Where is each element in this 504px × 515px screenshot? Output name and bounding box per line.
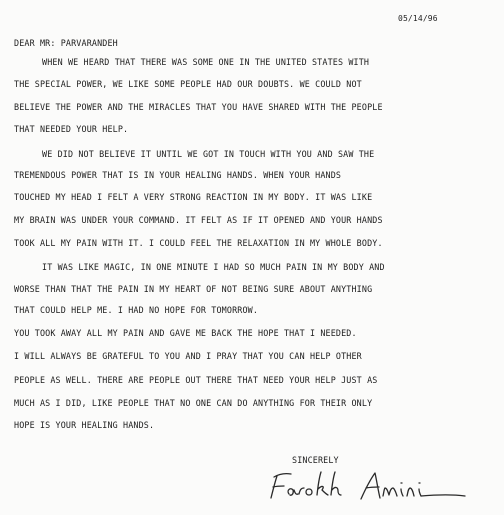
- body-line: THAT NEEDED YOUR HELP.: [14, 124, 129, 134]
- body-line: BELIEVE THE POWER AND THE MIRACLES THAT YOU HAVE SHARED WITH THE PEOPLE: [14, 102, 383, 112]
- body-line: WE DID NOT BELIEVE IT UNTIL WE GOT IN TOUCH WITH YOU AND SAW THE: [42, 149, 375, 159]
- body-line: IT WAS LIKE MAGIC, IN ONE MINUTE I HAD SO MUCH PAIN IN MY BODY AND: [42, 262, 385, 272]
- body-line: WHEN WE HEARD THAT THERE WAS SOME ONE IN THE UNITED STATES WITH: [42, 57, 370, 67]
- handwritten-signature: [265, 468, 500, 508]
- body-line: I WILL ALWAYS BE GRATEFUL TO YOU AND I PRAY THAT YOU CAN HELP OTHER: [14, 351, 362, 361]
- body-line: TOOK ALL MY PAIN WITH IT. I COULD FEEL THE RELAXATION IN MY WHOLE BODY.: [14, 238, 383, 248]
- body-line: TOUCHED MY HEAD I FELT A VERY STRONG REACTION IN MY BODY. IT WAS LIKE: [14, 192, 373, 202]
- letter-date: 05/14/96: [398, 14, 438, 23]
- salutation: DEAR MR: PARVARANDEH: [14, 38, 118, 48]
- body-line: THE SPECIAL POWER, WE LIKE SOME PEOPLE HAD OUR DOUBTS. WE COULD NOT: [14, 79, 362, 89]
- body-line: WORSE THAN THAT THE PAIN IN MY HEART OF NOT BEING SURE ABOUT ANYTHING: [14, 284, 373, 294]
- body-line: MUCH AS I DID, LIKE PEOPLE THAT NO ONE CAN DO ANYTHING FOR THEIR ONLY: [14, 398, 373, 408]
- body-line: TREMENDOUS POWER THAT IS IN YOUR HEALING HANDS. WHEN YOUR HANDS: [14, 170, 342, 180]
- closing: SINCERELY: [292, 455, 339, 465]
- body-line: YOU TOOK AWAY ALL MY PAIN AND GAVE ME BACK THE HOPE THAT I NEEDED.: [14, 328, 357, 338]
- body-line: PEOPLE AS WELL. THERE ARE PEOPLE OUT THERE THAT NEED YOUR HELP JUST AS: [14, 375, 378, 385]
- body-line: THAT COULD HELP ME. I HAD NO HOPE FOR TOMORROW.: [14, 305, 259, 315]
- body-line: HOPE IS YOUR HEALING HANDS.: [14, 420, 155, 430]
- body-line: MY BRAIN WAS UNDER YOUR COMMAND. IT FELT AS IF IT OPENED AND YOUR HANDS: [14, 215, 383, 225]
